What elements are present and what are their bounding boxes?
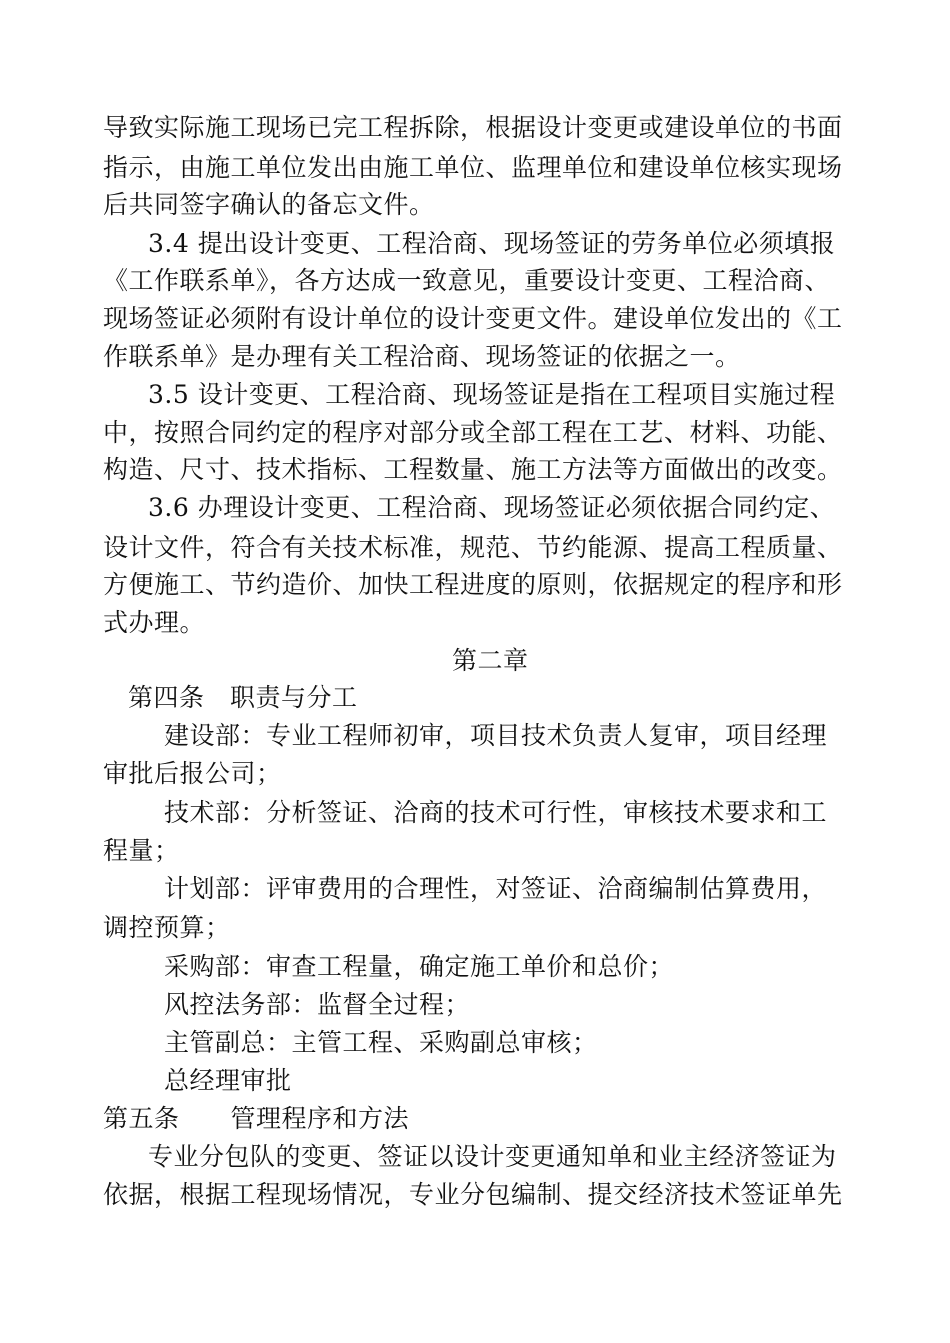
paragraph-line: 3.5 设计变更、工程洽商、现场签证是指在工程项目实施过程 xyxy=(148,380,836,409)
paragraph-line: 专业分包队的变更、签证以设计变更通知单和业主经济签证为 xyxy=(148,1142,837,1171)
duty-item: 主管副总：主管工程、采购副总审核； xyxy=(164,1028,598,1057)
paragraph-line: 作联系单》是办理有关工程洽商、现场签证的依据之一。 xyxy=(103,342,741,371)
paragraph-line: 3.4 提出设计变更、工程洽商、现场签证的劳务单位必须填报 xyxy=(148,229,836,258)
article-heading: 第四条 职责与分工 xyxy=(128,683,358,712)
paragraph-line: 构造、尺寸、技术指标、工程数量、施工方法等方面做出的改变。 xyxy=(103,455,843,484)
duty-item: 采购部：审查工程量，确定施工单价和总价； xyxy=(164,952,675,981)
paragraph-line: 式办理。 xyxy=(103,608,206,637)
paragraph-line: 后共同签字确认的备忘文件。 xyxy=(103,190,435,219)
paragraph-line: 现场签证必须附有设计单位的设计变更文件。建设单位发出的《工 xyxy=(103,304,843,333)
paragraph-line: 依据，根据工程现场情况，专业分包编制、提交经济技术签证单先 xyxy=(103,1180,843,1209)
duty-item: 总经理审批 xyxy=(164,1066,292,1095)
paragraph-line: 3.6 办理设计变更、工程洽商、现场签证必须依据合同约定、 xyxy=(148,493,836,522)
paragraph-line: 指示，由施工单位发出由施工单位、监理单位和建设单位核实现场 xyxy=(103,153,843,182)
duty-item: 技术部：分析签证、洽商的技术可行性，审核技术要求和工 xyxy=(164,798,828,827)
paragraph-line: 设计文件，符合有关技术标准，规范、节约能源、提高工程质量、 xyxy=(103,533,843,562)
duty-item: 审批后报公司； xyxy=(103,759,282,788)
article-heading: 第五条 管理程序和方法 xyxy=(103,1104,410,1133)
duty-item: 计划部：评审费用的合理性，对签证、洽商编制估算费用， xyxy=(164,874,828,903)
duty-item: 调控预算； xyxy=(103,913,231,942)
chapter-heading: 第二章 xyxy=(452,646,529,675)
paragraph-line: 《工作联系单》，各方达成一致意见，重要设计变更、工程洽商、 xyxy=(103,266,831,295)
duty-item: 程量； xyxy=(103,836,180,865)
duty-item: 风控法务部：监督全过程； xyxy=(164,990,471,1019)
duty-item: 建设部：专业工程师初审，项目技术负责人复审，项目经理 xyxy=(164,721,828,750)
paragraph-line: 方便施工、节约造价、加快工程进度的原则，依据规定的程序和形 xyxy=(103,570,843,599)
paragraph-line: 导致实际施工现场已完工程拆除，根据设计变更或建设单位的书面 xyxy=(103,113,843,142)
paragraph-line: 中，按照合同约定的程序对部分或全部工程在工艺、材料、功能、 xyxy=(103,418,843,447)
